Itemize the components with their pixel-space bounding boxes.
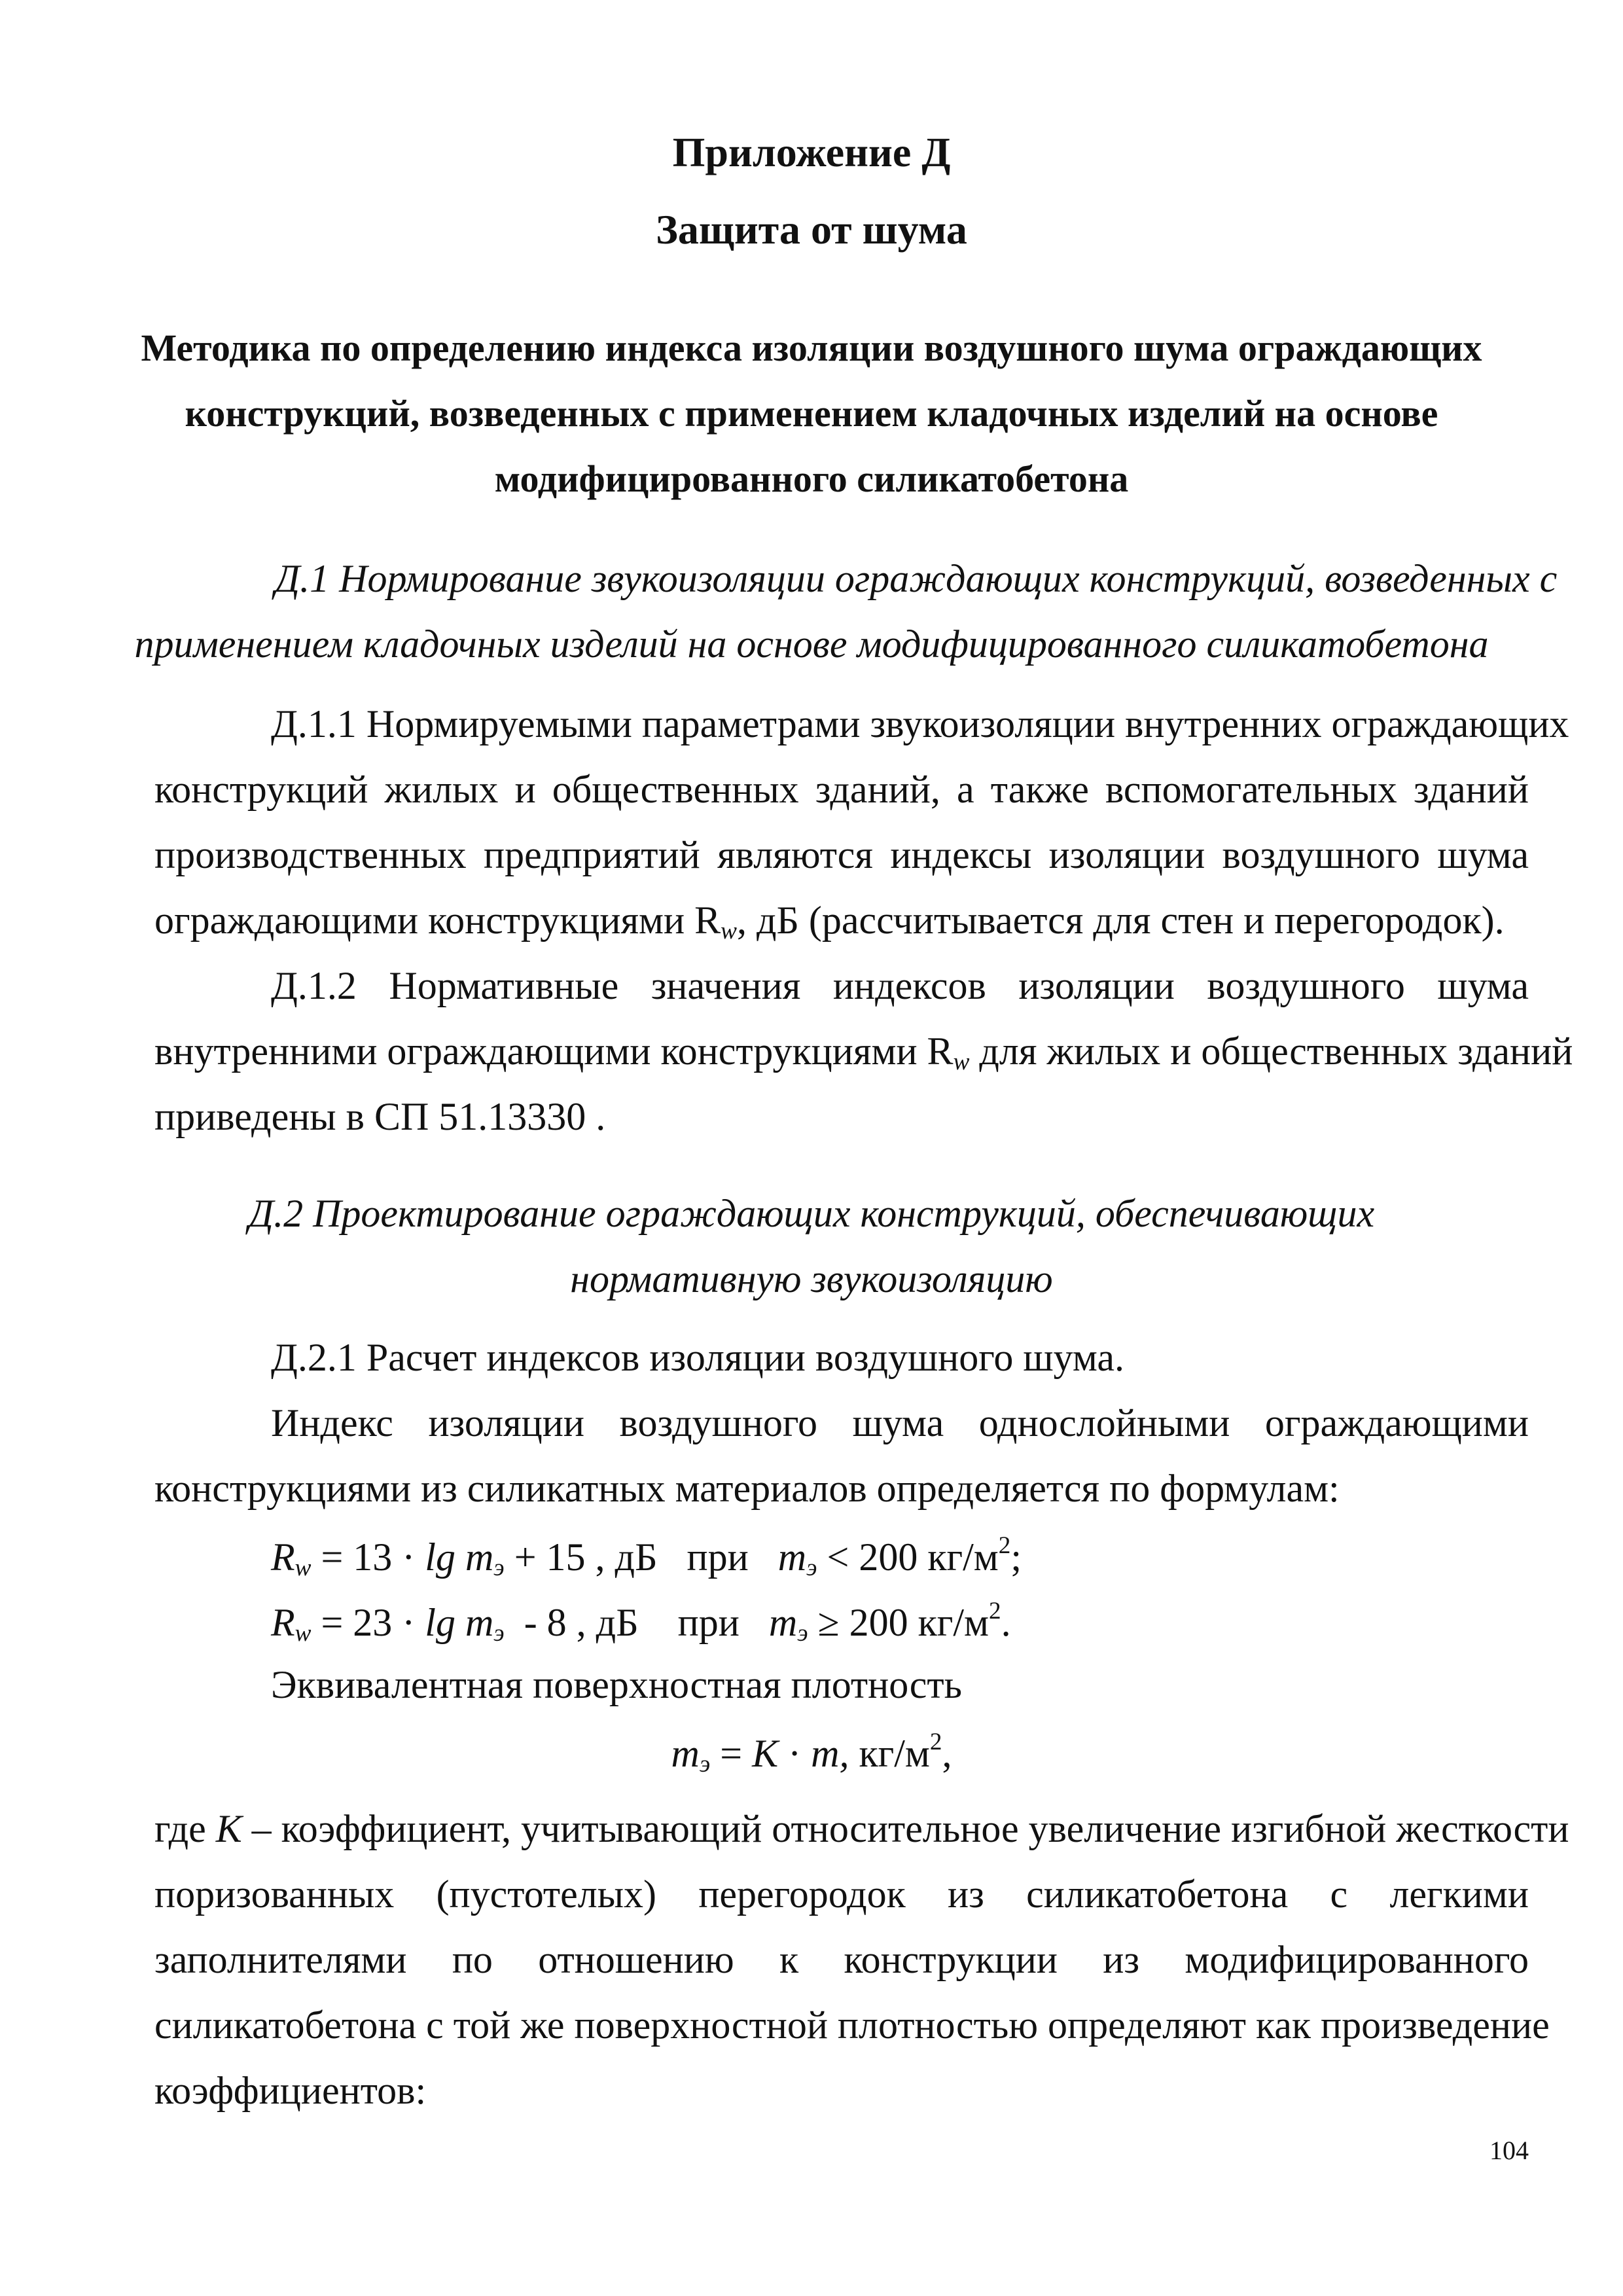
equiv-density-label: Эквивалентная поверхностная плотность: [271, 1663, 962, 1706]
para-k-line-5: коэффициентов:: [154, 2069, 427, 2112]
para-d21-line-3: конструкциями из силикатных материалов определяется по формулам:: [154, 1467, 1340, 1510]
para-k-line-4: силикатобетона с той же поверхностной плотностью определяют как произведение: [154, 2003, 1550, 2047]
para-d11-line-4: ограждающими конструкциями $R_w$, дБ (рассчитывается для стен и перегородок).: [154, 899, 1505, 945]
method-title-line-2: конструкций, возведенных с применением кладочных изделий на основе: [185, 392, 1438, 435]
method-title-line-1: Методика по определению индекса изоляции воздушного шума ограждающих: [141, 327, 1482, 369]
para-k-line-3: заполнителями по отношению к конструкции из модифицированного: [154, 1938, 1529, 1981]
para-k-line-2: поризованных (пустотелых) перегородок из силикатобетона с легкими: [154, 1873, 1529, 1916]
para-d12-line-3: приведены в СП 51.13330 .: [154, 1095, 606, 1138]
page-number: 104: [1489, 2136, 1529, 2165]
para-d11-line-3: производственных предприятий являются индексы изоляции воздушного шума: [154, 833, 1529, 876]
equiv-density-formula: $m_э = K \cdot m$, $кг/м^2$,: [671, 1729, 952, 1778]
section-d1-heading-line-2: применением кладочных изделий на основе модифицированного силикатобетона: [134, 622, 1489, 666]
section-d1-heading-line-1: Д.1 Нормирование звукоизоляции ограждающих конструкций, возведенных с: [275, 557, 1558, 600]
para-d21-line-2: Индекс изоляции воздушного шума однослойными ограждающими: [271, 1401, 1529, 1444]
appendix-heading: Приложение Д: [672, 129, 951, 175]
para-d21-line-1: Д.2.1 Расчет индексов изоляции воздушного шума.: [271, 1336, 1125, 1379]
para-d12-line-1: Д.1.2 Нормативные значения индексов изоляции воздушного шума: [271, 964, 1529, 1007]
formula-2: $R_w = 23 \cdot \lg m_э - 8$ , дБ при $m_э \ge 200$ $кг/м^2$.: [271, 1598, 1011, 1647]
formula-1: $R_w = 13 \cdot \lg m_э + 15$ , дБ при $m_э < 200$ $кг/м^2$;: [271, 1532, 1022, 1582]
section-d2-heading-line-1: Д.2 Проектирование ограждающих конструкций, обеспечивающих: [248, 1192, 1375, 1235]
para-d11-line-1: Д.1.1 Нормируемыми параметрами звукоизоляции внутренних ограждающих: [271, 702, 1569, 745]
section-d2-heading-line-2: нормативную звукоизоляцию: [570, 1257, 1053, 1300]
para-d12-line-2: внутренними ограждающими конструкциями $R_w$ для жилых и общественных зданий: [154, 1030, 1573, 1076]
para-d11-line-2: конструкций жилых и общественных зданий, а также вспомогательных зданий: [154, 768, 1529, 811]
para-k-line-1: где К – коэффициент, учитывающий относительное увеличение изгибной жесткости: [154, 1807, 1569, 1850]
method-title-line-3: модифицированного силикатобетона: [494, 457, 1129, 500]
appendix-title: Защита от шума: [656, 206, 967, 253]
